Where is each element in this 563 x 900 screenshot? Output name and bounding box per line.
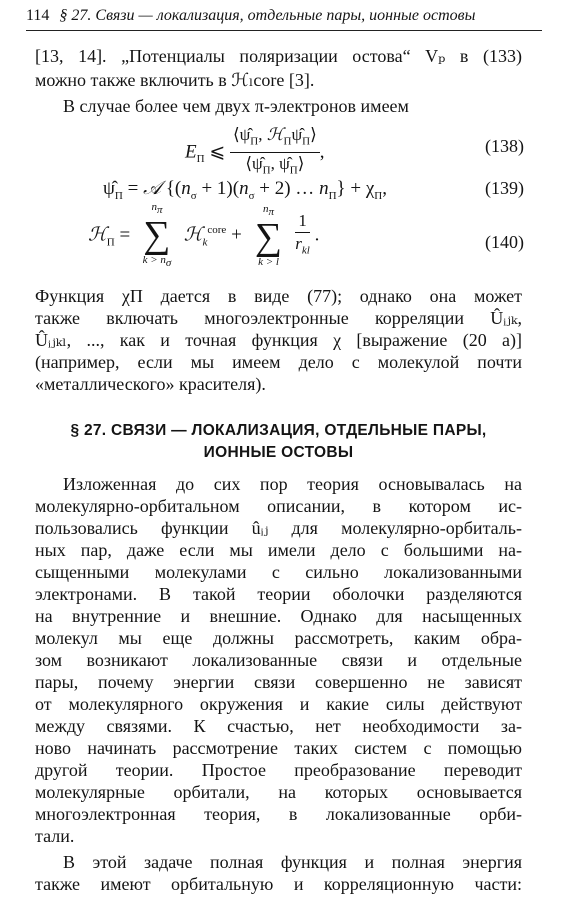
text-line: молекулярные орбитали, на которых основывается bbox=[35, 782, 522, 802]
text-line: можно также включить в ℋₗcore [3]. bbox=[35, 70, 315, 90]
text-line: молекулярно-орбитальном описании, в котором ис- bbox=[35, 496, 522, 516]
equation-number: (140) bbox=[485, 232, 524, 252]
running-head bbox=[26, 6, 541, 26]
header-rule bbox=[26, 30, 542, 31]
text-line: «металлического» красителя). bbox=[35, 374, 266, 394]
text-line: Изложенная до сих пор теория основывалась на bbox=[63, 474, 522, 494]
text-line: молекул мы еще должны рассмотреть, каким обра- bbox=[35, 628, 522, 648]
text-line: (например, если мы имеем дело с молекулой почти bbox=[35, 352, 522, 372]
text-line: пользовались функции ûᵢⱼ для молекулярно-орбиталь- bbox=[35, 518, 522, 538]
section-heading: ИОННЫЕ ОСТОВЫ bbox=[203, 444, 354, 461]
text-line: ново начинать рассмотрение таких систем с помощью bbox=[35, 738, 522, 758]
text-line: сыщенными молекулами с сильно локализованными bbox=[35, 562, 522, 582]
equation-140 bbox=[0, 202, 563, 278]
fraction: $\frac{1}{r_{kl}}$ bbox=[295, 211, 310, 257]
text-line: также имеют орбитальную и корреляционную части: bbox=[35, 874, 522, 894]
text-line: Ûᵢⱼₖₗ, ..., как и точная функция χ [выражение (20 a)] bbox=[35, 330, 522, 350]
sum-operator: $n_\pi$ ∑ $k > n_\sigma$ bbox=[142, 201, 172, 270]
equation-number: (139) bbox=[485, 178, 524, 198]
equation-body: $\psî_П$ = 𝒜 {$(n_\sigma + 1)(n_\sigma + 2)$ … $n_П\} + \chi_П$, bbox=[103, 178, 387, 202]
text-line: Функция χП дается в виде (77); однако она может bbox=[35, 286, 522, 306]
text-line: между связями. К счастью, нет необходимости за- bbox=[35, 716, 522, 736]
text-line: другой теории. Простое преобразование переводит bbox=[35, 760, 522, 780]
equation-138 bbox=[0, 122, 563, 177]
text-line: [13, 14]. „Потенциалы поляризации остова“ Vₚ в (133) bbox=[35, 46, 522, 66]
text-line: зом возникают локализованные связи и отдельные bbox=[35, 650, 522, 670]
equation-body: ℋ$_П$ = $n_\pi$ ∑ $k > n_\sigma$ ℋ$_k^{core}$ + $n_\pi$ ∑ k > l $\frac{1}{r_{kl}}$ . bbox=[88, 201, 320, 270]
text-line: также включать многоэлектронные корреляции Ûᵢⱼₖ, bbox=[35, 308, 522, 328]
running-title: § 27. Связи — локализация, отдельные пары, ионные остовы bbox=[59, 7, 476, 24]
text-line: электронами. В такой теории оболочки разделяются bbox=[35, 584, 522, 604]
equation-body: $E_П$ ⩽ $\frac{⟨\psî_П, ℋ_П\psî_П⟩}{⟨\psî_П, \psî_П⟩}$ , bbox=[185, 124, 324, 182]
sum-operator: $n_\pi$ ∑ k > l bbox=[254, 202, 283, 268]
fraction: $\frac{⟨\psî_П, ℋ_П\psî_П⟩}{⟨\psî_П, \psî_П⟩}$ bbox=[230, 124, 320, 182]
text-line: многоэлектронная теория, в локализованные орби- bbox=[35, 804, 522, 824]
text-line: пары, почему энергии связи совершенно не зависят bbox=[35, 672, 522, 692]
text-line: ных пар, даже если мы имели дело с большими на- bbox=[35, 540, 522, 560]
page-number: 114 bbox=[26, 7, 50, 24]
text-line: тали. bbox=[35, 826, 75, 846]
equation-number: (138) bbox=[485, 136, 524, 156]
text-line: от молекулярного окружения и какие силы действуют bbox=[35, 694, 522, 714]
text-line: В случае более чем двух π-электронов имеем bbox=[63, 96, 409, 116]
text-line: на внутренние и внешние. Однако для насыщенных bbox=[35, 606, 522, 626]
text-line: В этой задаче полная функция и полная энергия bbox=[63, 852, 522, 872]
section-heading: § 27. СВЯЗИ — ЛОКАЛИЗАЦИЯ, ОТДЕЛЬНЫЕ ПАРЫ, bbox=[70, 422, 487, 439]
